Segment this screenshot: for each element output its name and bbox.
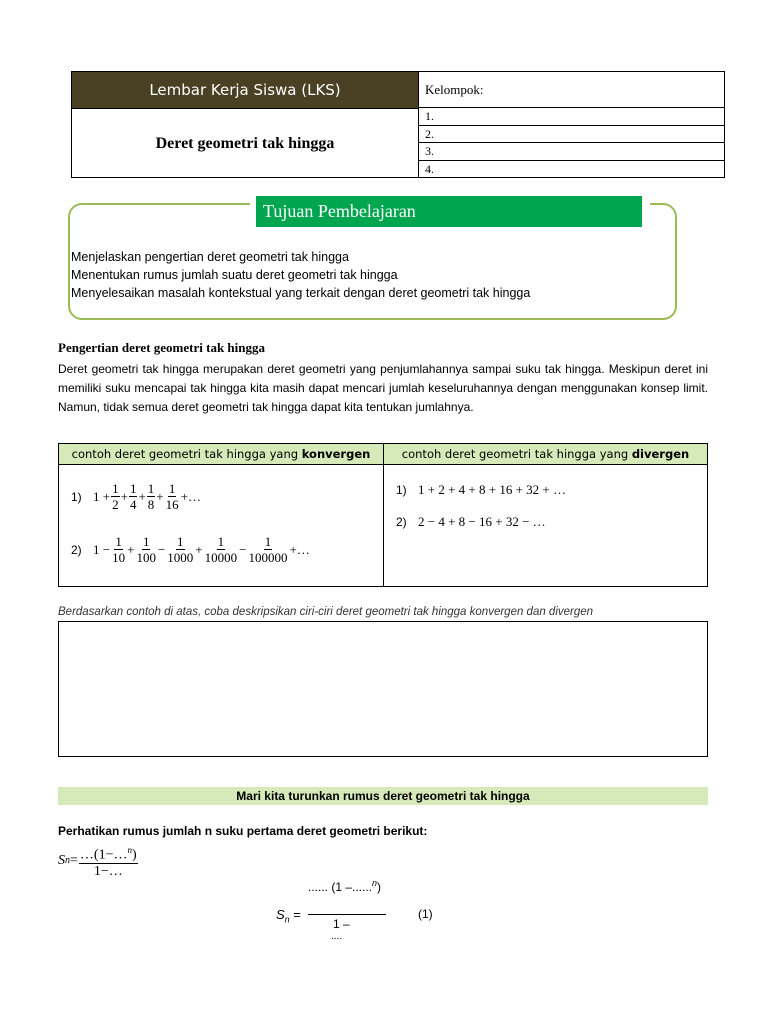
series-term: $\frac{1}{1000}$ <box>167 534 194 565</box>
tujuan-item: Menyelesaikan masalah kontekstual yang terkait dengan deret geometri tak hingga <box>71 286 531 300</box>
series-operator: + <box>195 542 203 557</box>
example-number: 1) <box>396 483 407 497</box>
fraction-bar <box>308 914 386 915</box>
formula-fraction <box>79 843 138 879</box>
series-operator: + <box>289 542 297 557</box>
konvergen-header-text: contoh deret geometri tak hingga yang <box>71 447 302 461</box>
series-operator: + <box>127 542 135 557</box>
divergen-example-2 <box>396 514 546 530</box>
example-number: 2) <box>71 543 82 557</box>
formula-numerator <box>308 878 381 894</box>
series-term: $\frac{1}{2}$ <box>112 481 119 512</box>
lks-header-table <box>71 71 725 178</box>
pengertian-paragraph: Deret geometri tak hingga merupakan deret geometri yang penjumlahannya sampai suku tak hingga. Meskipun deret ini memiliki suku mencapai tak hingga kita masih dapat mencari jumlah keseluruhannya dengan menggunakan konsep limit. Namun, tidak semua deret geometri tak hingga dapat kita tentukan jumlahnya. <box>58 362 708 414</box>
series-lead: 1 − <box>93 542 111 557</box>
formula-denominator: 1 – <box>333 917 350 931</box>
series-term: $\frac{1}{10000}$ <box>204 534 238 565</box>
series-term: $\frac{1}{100000}$ <box>248 534 288 565</box>
kelompok-label: Kelompok: <box>425 82 484 97</box>
series-operator: + <box>138 489 146 504</box>
member-field-1[interactable]: 1. <box>419 107 725 125</box>
series-operator: + <box>156 489 164 504</box>
member-field-2[interactable]: 2. <box>419 125 725 143</box>
series-ellipsis: … <box>187 489 201 504</box>
member-field-4[interactable]: 4. <box>419 160 725 178</box>
konvergen-header-bold: konvergen <box>301 447 371 461</box>
formula-subscript: n <box>65 855 70 867</box>
column-divider <box>383 444 384 586</box>
example-number: 1) <box>71 490 82 504</box>
instruction-text: Berdasarkan contoh di atas, coba deskripsikan ciri-ciri deret geometri tak hingga konvergen dan divergen <box>58 606 594 618</box>
konvergen-example-2 <box>71 535 310 565</box>
tujuan-item: Menjelaskan pengertian deret geometri tak hingga <box>71 250 349 264</box>
series-ellipsis: … <box>296 542 310 557</box>
formula-exponent: n <box>127 845 132 855</box>
series-operator: − <box>157 542 166 557</box>
lks-topic: Deret geometri tak hingga <box>72 108 419 178</box>
divergen-expression: 2 − 4 + 8 − 16 + 32 − … <box>418 514 546 529</box>
derivation-banner: Mari kita turunkan rumus deret geometri tak hingga <box>58 787 708 805</box>
series-operator: + <box>120 489 128 504</box>
formula-lhs-s: S <box>276 907 285 922</box>
lks-title: Lembar Kerja Siswa (LKS) <box>72 72 419 108</box>
example-number: 2) <box>396 515 407 529</box>
contoh-table <box>58 443 708 587</box>
formula-denominator: 1−… <box>93 863 123 879</box>
konvergen-header <box>59 444 383 465</box>
tujuan-title: Tujuan Pembelajaran <box>256 196 642 227</box>
formula-denominator-blank: .... <box>331 931 343 942</box>
formula-lhs: S <box>58 852 65 868</box>
series-term: $\frac{1}{100}$ <box>136 534 156 565</box>
formula-numerator-close: ) <box>131 847 137 863</box>
series-term: $\frac{1}{8}$ <box>147 481 155 512</box>
equation-label: (1) <box>418 907 433 921</box>
divergen-example-1 <box>396 482 566 498</box>
formula-numerator-text: ...... (1 –...... <box>308 880 373 894</box>
section-heading: Pengertian deret geometri tak hingga <box>58 340 265 355</box>
series-term: $\frac{1}{16}$ <box>165 481 179 512</box>
divergen-header <box>384 444 707 465</box>
divergen-header-text: contoh deret geometri tak hingga yang <box>401 447 632 461</box>
formula-numerator-close: ) <box>377 880 382 894</box>
answer-box[interactable] <box>58 621 708 757</box>
divergen-expression: 1 + 2 + 4 + 8 + 16 + 32 + … <box>418 482 566 497</box>
member-field-3[interactable]: 3. <box>419 142 725 160</box>
series-lead: 1 + <box>93 489 111 504</box>
instruction-text: Perhatikan rumus jumlah n suku pertama deret geometri berikut: <box>58 824 428 838</box>
series-operator: − <box>239 542 247 557</box>
series-term: $\frac{1}{4}$ <box>129 481 137 512</box>
formula-subscript: n <box>284 914 290 925</box>
tujuan-item: Menentukan rumus jumlah suatu deret geometri tak hingga <box>71 268 398 282</box>
formula-exponent: n <box>372 878 378 888</box>
formula-numerator: …(1−… <box>79 847 128 863</box>
series-term: $\frac{1}{10}$ <box>112 534 126 565</box>
konvergen-example-1 <box>71 482 201 512</box>
divergen-header-bold: divergen <box>631 447 690 461</box>
series-operator: + <box>180 489 188 504</box>
sn-formula: S n = $\frac{\dots(1-\dots^n)}{1-\dots}$ <box>58 845 137 879</box>
formula-lhs: $S_n$ = <box>276 907 301 925</box>
tujuan-box-gap <box>642 197 650 207</box>
